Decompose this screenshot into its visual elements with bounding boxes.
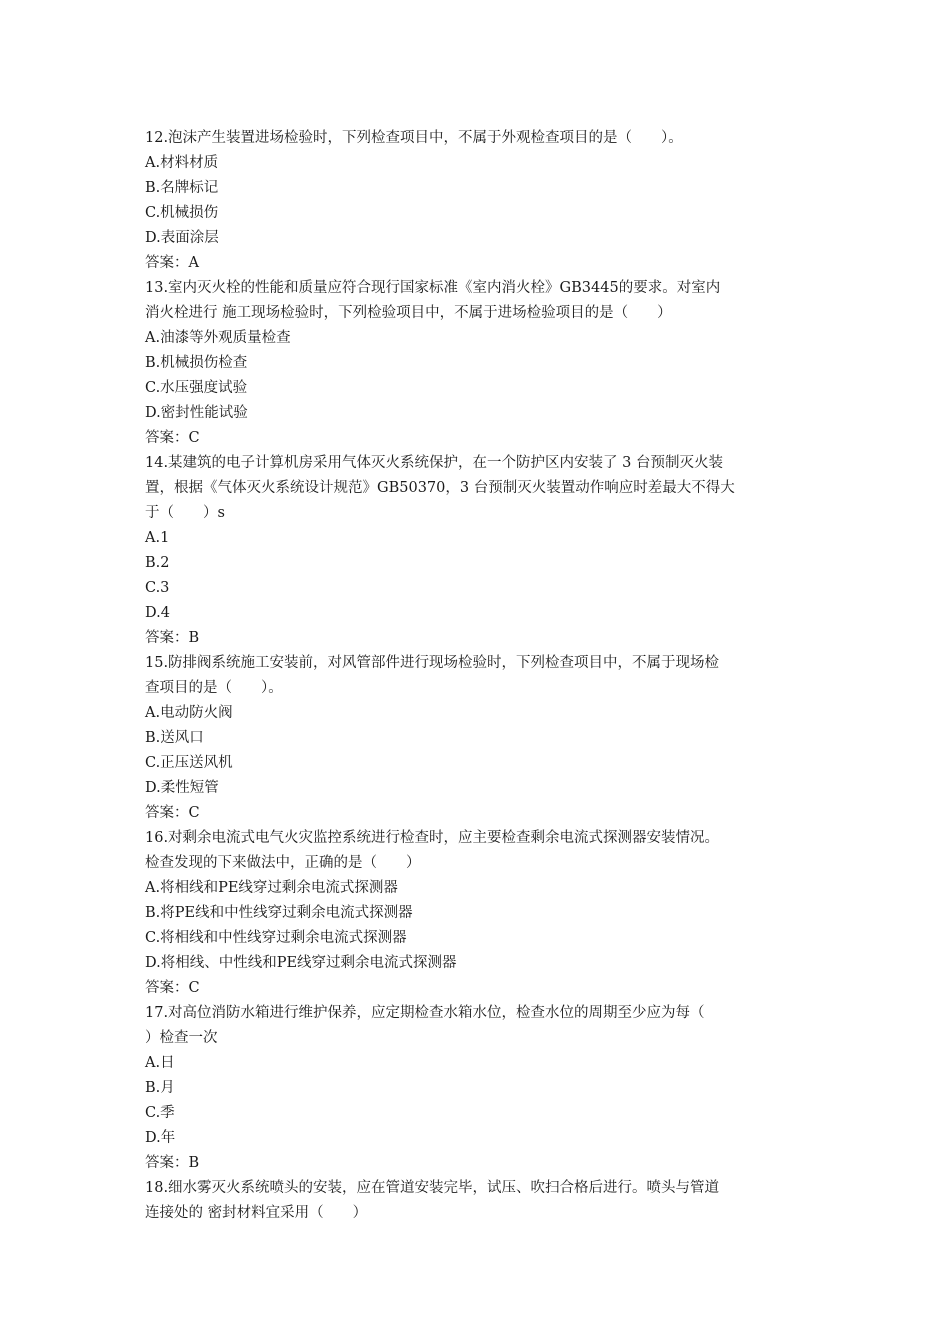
question-16	[145, 826, 815, 1001]
option-b: B.月	[145, 1080, 175, 1096]
question-18	[145, 1176, 815, 1226]
question-stem-continued: ）检查一次	[145, 1030, 218, 1046]
option-a: A.日	[145, 1055, 175, 1071]
question-stem-continued: 置，根据《气体灭火系统设计规范》GB50370，3 台预制灭火装置动作响应时差最大不得大	[145, 480, 735, 496]
question-stem-continued: 消火栓进行 施工现场检验时，下列检验项目中，不属于进场检验项目的是（ ）	[145, 305, 672, 321]
question-stem-continued: 连接处的 密封材料宜采用（ ）	[145, 1205, 368, 1221]
answer: 答案：C	[145, 430, 200, 446]
option-b: B.机械损伤检查	[145, 355, 248, 371]
question-14	[145, 451, 815, 651]
option-d: D.年	[145, 1130, 176, 1146]
option-a: A.油漆等外观质量检查	[145, 330, 291, 346]
question-stem: 14.某建筑的电子计算机房采用气体灭火系统保护，在一个防护区内安装了 3 台预制灭火装	[145, 455, 723, 471]
question-stem-continued: 查项目的是（ ）。	[145, 680, 283, 696]
option-b: B.将PE线和中性线穿过剩余电流式探测器	[145, 905, 413, 921]
option-d: D.密封性能试验	[145, 405, 248, 421]
question-17	[145, 1001, 815, 1176]
option-a: A.电动防火阀	[145, 705, 233, 721]
option-d: D.表面涂层	[145, 230, 219, 246]
question-13	[145, 276, 815, 451]
option-c: C.机械损伤	[145, 205, 219, 221]
option-a: A.将相线和PE线穿过剩余电流式探测器	[145, 880, 398, 896]
question-stem: 18.细水雾灭火系统喷头的安装，应在管道安装完毕，试压、吹扫合格后进行。喷头与管道	[145, 1180, 720, 1196]
answer: 答案：C	[145, 980, 200, 996]
answer: 答案：B	[145, 1155, 200, 1171]
question-stem-continued: 于（ ）s	[145, 505, 225, 521]
option-c: C.3	[145, 580, 170, 596]
question-stem: 17.对高位消防水箱进行维护保养，应定期检查水箱水位，检查水位的周期至少应为每（	[145, 1005, 705, 1021]
option-d: D.柔性短管	[145, 780, 219, 796]
document-page	[145, 126, 815, 1226]
question-15	[145, 651, 815, 826]
answer: 答案：A	[145, 255, 199, 271]
option-a: A.材料材质	[145, 155, 219, 171]
option-d: D.将相线、中性线和PE线穿过剩余电流式探测器	[145, 955, 457, 971]
answer: 答案：C	[145, 805, 200, 821]
question-stem: 15.防排阀系统施工安装前，对风管部件进行现场检验时，下列检查项目中，不属于现场检	[145, 655, 720, 671]
question-stem-continued: 检查发现的下来做法中，正确的是（ ）	[145, 855, 421, 871]
question-12	[145, 126, 815, 276]
option-c: C.将相线和中性线穿过剩余电流式探测器	[145, 930, 407, 946]
question-stem: 16.对剩余电流式电气火灾监控系统进行检查时，应主要检查剩余电流式探测器安装情况。	[145, 830, 720, 846]
option-b: B.2	[145, 555, 170, 571]
option-c: C.水压强度试验	[145, 380, 248, 396]
option-d: D.4	[145, 605, 170, 621]
option-a: A.1	[145, 530, 170, 546]
option-c: C.正压送风机	[145, 755, 233, 771]
question-stem: 12.泡沫产生装置进场检验时，下列检查项目中，不属于外观检查项目的是（ ）。	[145, 130, 683, 146]
question-stem: 13.室内灭火栓的性能和质量应符合现行国家标准《室内消火栓》GB3445的要求。对室内	[145, 280, 721, 296]
option-b: B.名牌标记	[145, 180, 219, 196]
answer: 答案：B	[145, 630, 200, 646]
option-c: C.季	[145, 1105, 175, 1121]
option-b: B.送风口	[145, 730, 204, 746]
